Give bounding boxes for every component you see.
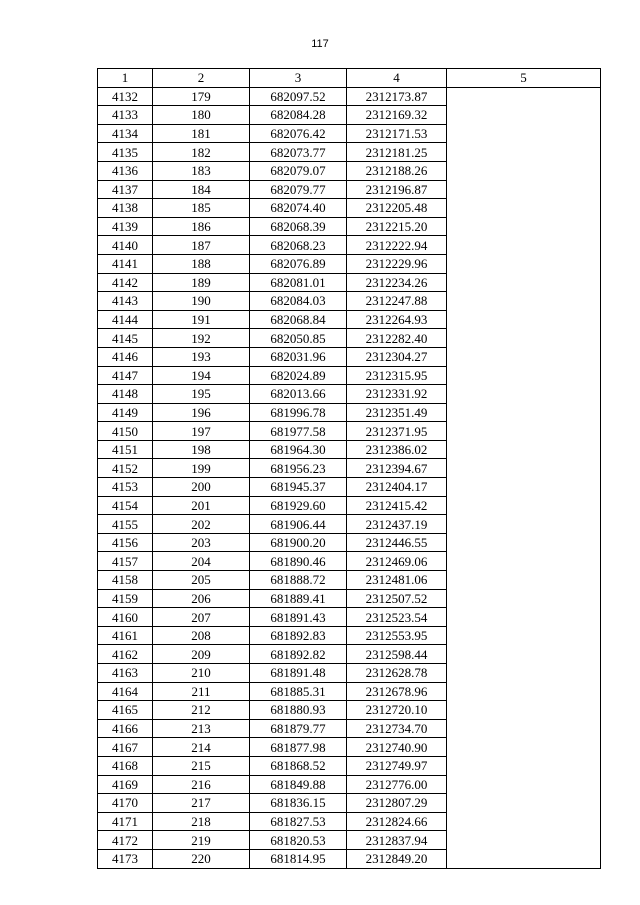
- table-body: [98, 87, 601, 868]
- cell-point-number: 4148: [98, 385, 153, 404]
- cell-coordinate-x: 681891.48: [250, 664, 347, 683]
- cell-coordinate-x: 681879.77: [250, 719, 347, 738]
- cell-coordinate-y: 2312386.02: [347, 440, 447, 459]
- cell-coordinate-x: 681820.53: [250, 831, 347, 850]
- cell-sequence: 215: [153, 756, 250, 775]
- cell-sequence: 191: [153, 310, 250, 329]
- cell-sequence: 192: [153, 329, 250, 348]
- cell-point-number: 4161: [98, 626, 153, 645]
- cell-coordinate-x: 681929.60: [250, 496, 347, 515]
- cell-coordinate-x: 681888.72: [250, 571, 347, 590]
- cell-sequence: 206: [153, 589, 250, 608]
- cell-coordinate-x: 682079.77: [250, 180, 347, 199]
- cell-coordinate-y: 2312264.93: [347, 310, 447, 329]
- cell-coordinate-y: 2312598.44: [347, 645, 447, 664]
- cell-coordinate-x: 681877.98: [250, 738, 347, 757]
- cell-coordinate-y: 2312469.06: [347, 552, 447, 571]
- cell-coordinate-y: 2312481.06: [347, 571, 447, 590]
- cell-coordinate-x: 682076.42: [250, 124, 347, 143]
- cell-point-number: 4138: [98, 199, 153, 218]
- cell-point-number: 4145: [98, 329, 153, 348]
- cell-coordinate-x: 681827.53: [250, 812, 347, 831]
- cell-sequence: 193: [153, 347, 250, 366]
- cell-coordinate-y: 2312415.42: [347, 496, 447, 515]
- cell-sequence: 210: [153, 664, 250, 683]
- cell-coordinate-x: 681885.31: [250, 682, 347, 701]
- cell-sequence: 200: [153, 478, 250, 497]
- cell-coordinate-y: 2312507.52: [347, 589, 447, 608]
- column-header-2: 2: [153, 69, 250, 88]
- cell-coordinate-x: 681836.15: [250, 794, 347, 813]
- column-header-3: 3: [250, 69, 347, 88]
- cell-coordinate-x: 681892.83: [250, 626, 347, 645]
- cell-point-number: 4141: [98, 254, 153, 273]
- cell-sequence: 196: [153, 403, 250, 422]
- cell-coordinate-y: 2312169.32: [347, 106, 447, 125]
- cell-point-number: 4134: [98, 124, 153, 143]
- page-number: 117: [311, 38, 329, 50]
- cell-coordinate-y: 2312720.10: [347, 701, 447, 720]
- cell-coordinate-y: 2312229.96: [347, 254, 447, 273]
- cell-sequence: 203: [153, 533, 250, 552]
- cell-sequence: 190: [153, 292, 250, 311]
- cell-sequence: 205: [153, 571, 250, 590]
- cell-coordinate-x: 681814.95: [250, 849, 347, 868]
- cell-sequence: 209: [153, 645, 250, 664]
- cell-coordinate-y: 2312205.48: [347, 199, 447, 218]
- cell-sequence: 199: [153, 459, 250, 478]
- cell-coordinate-x: 681880.93: [250, 701, 347, 720]
- cell-coordinate-y: 2312315.95: [347, 366, 447, 385]
- cell-sequence: 198: [153, 440, 250, 459]
- cell-point-number: 4172: [98, 831, 153, 850]
- cell-coordinate-y: 2312188.26: [347, 161, 447, 180]
- cell-point-number: 4136: [98, 161, 153, 180]
- cell-point-number: 4153: [98, 478, 153, 497]
- cell-sequence: 180: [153, 106, 250, 125]
- cell-point-number: 4164: [98, 682, 153, 701]
- cell-coordinate-y: 2312837.94: [347, 831, 447, 850]
- cell-sequence: 204: [153, 552, 250, 571]
- cell-column-5: [447, 87, 601, 868]
- cell-coordinate-x: 681956.23: [250, 459, 347, 478]
- cell-coordinate-y: 2312247.88: [347, 292, 447, 311]
- table-row: [98, 87, 601, 106]
- cell-sequence: 197: [153, 422, 250, 441]
- cell-coordinate-y: 2312628.78: [347, 664, 447, 683]
- cell-coordinate-y: 2312196.87: [347, 180, 447, 199]
- cell-coordinate-x: 682031.96: [250, 347, 347, 366]
- cell-coordinate-y: 2312678.96: [347, 682, 447, 701]
- cell-coordinate-x: 681964.30: [250, 440, 347, 459]
- cell-sequence: 188: [153, 254, 250, 273]
- cell-coordinate-y: 2312371.95: [347, 422, 447, 441]
- cell-point-number: 4162: [98, 645, 153, 664]
- cell-point-number: 4151: [98, 440, 153, 459]
- cell-point-number: 4159: [98, 589, 153, 608]
- cell-sequence: 201: [153, 496, 250, 515]
- cell-point-number: 4158: [98, 571, 153, 590]
- cell-point-number: 4169: [98, 775, 153, 794]
- cell-sequence: 195: [153, 385, 250, 404]
- cell-sequence: 194: [153, 366, 250, 385]
- cell-coordinate-x: 682079.07: [250, 161, 347, 180]
- cell-point-number: 4132: [98, 87, 153, 106]
- cell-point-number: 4160: [98, 608, 153, 627]
- cell-coordinate-y: 2312437.19: [347, 515, 447, 534]
- cell-point-number: 4171: [98, 812, 153, 831]
- cell-coordinate-x: 681900.20: [250, 533, 347, 552]
- cell-point-number: 4165: [98, 701, 153, 720]
- cell-point-number: 4173: [98, 849, 153, 868]
- cell-point-number: 4163: [98, 664, 153, 683]
- cell-coordinate-x: 681945.37: [250, 478, 347, 497]
- cell-point-number: 4170: [98, 794, 153, 813]
- cell-sequence: 216: [153, 775, 250, 794]
- cell-coordinate-x: 682097.52: [250, 87, 347, 106]
- cell-sequence: 219: [153, 831, 250, 850]
- cell-coordinate-x: 682084.03: [250, 292, 347, 311]
- cell-coordinate-y: 2312807.29: [347, 794, 447, 813]
- cell-coordinate-y: 2312776.00: [347, 775, 447, 794]
- cell-coordinate-x: 682013.66: [250, 385, 347, 404]
- cell-coordinate-y: 2312173.87: [347, 87, 447, 106]
- cell-point-number: 4155: [98, 515, 153, 534]
- cell-coordinate-x: 681891.43: [250, 608, 347, 627]
- cell-sequence: 185: [153, 199, 250, 218]
- cell-sequence: 183: [153, 161, 250, 180]
- cell-coordinate-x: 681889.41: [250, 589, 347, 608]
- column-header-1: 1: [98, 69, 153, 88]
- cell-coordinate-y: 2312404.17: [347, 478, 447, 497]
- cell-point-number: 4139: [98, 217, 153, 236]
- cell-coordinate-x: 682084.28: [250, 106, 347, 125]
- cell-sequence: 212: [153, 701, 250, 720]
- cell-sequence: 189: [153, 273, 250, 292]
- cell-coordinate-y: 2312351.49: [347, 403, 447, 422]
- cell-point-number: 4147: [98, 366, 153, 385]
- column-header-4: 4: [347, 69, 447, 88]
- cell-coordinate-y: 2312394.67: [347, 459, 447, 478]
- cell-coordinate-y: 2312222.94: [347, 236, 447, 255]
- cell-sequence: 213: [153, 719, 250, 738]
- cell-coordinate-y: 2312734.70: [347, 719, 447, 738]
- cell-coordinate-x: 681892.82: [250, 645, 347, 664]
- cell-point-number: 4157: [98, 552, 153, 571]
- cell-sequence: 211: [153, 682, 250, 701]
- cell-coordinate-x: 682073.77: [250, 143, 347, 162]
- cell-point-number: 4142: [98, 273, 153, 292]
- cell-coordinate-x: 681996.78: [250, 403, 347, 422]
- cell-coordinate-y: 2312749.97: [347, 756, 447, 775]
- cell-point-number: 4137: [98, 180, 153, 199]
- cell-sequence: 218: [153, 812, 250, 831]
- cell-coordinate-x: 681868.52: [250, 756, 347, 775]
- cell-sequence: 182: [153, 143, 250, 162]
- cell-sequence: 184: [153, 180, 250, 199]
- cell-coordinate-y: 2312446.55: [347, 533, 447, 552]
- cell-coordinate-x: 681890.46: [250, 552, 347, 571]
- cell-coordinate-x: 681906.44: [250, 515, 347, 534]
- cell-coordinate-x: 682050.85: [250, 329, 347, 348]
- cell-coordinate-y: 2312282.40: [347, 329, 447, 348]
- cell-coordinate-x: 682068.84: [250, 310, 347, 329]
- cell-point-number: 4144: [98, 310, 153, 329]
- cell-point-number: 4168: [98, 756, 153, 775]
- cell-coordinate-x: 681849.88: [250, 775, 347, 794]
- cell-coordinate-y: 2312523.54: [347, 608, 447, 627]
- cell-sequence: 214: [153, 738, 250, 757]
- cell-point-number: 4133: [98, 106, 153, 125]
- cell-coordinate-x: 682068.39: [250, 217, 347, 236]
- cell-coordinate-y: 2312304.27: [347, 347, 447, 366]
- cell-sequence: 179: [153, 87, 250, 106]
- cell-coordinate-x: 682024.89: [250, 366, 347, 385]
- cell-point-number: 4150: [98, 422, 153, 441]
- cell-coordinate-y: 2312234.26: [347, 273, 447, 292]
- column-header-5: 5: [447, 69, 601, 88]
- cell-coordinate-x: 682068.23: [250, 236, 347, 255]
- cell-point-number: 4154: [98, 496, 153, 515]
- cell-sequence: 220: [153, 849, 250, 868]
- header-row: [98, 69, 601, 88]
- cell-coordinate-y: 2312849.20: [347, 849, 447, 868]
- cell-coordinate-x: 682074.40: [250, 199, 347, 218]
- cell-point-number: 4146: [98, 347, 153, 366]
- cell-sequence: 186: [153, 217, 250, 236]
- cell-point-number: 4152: [98, 459, 153, 478]
- cell-sequence: 217: [153, 794, 250, 813]
- cell-coordinate-x: 681977.58: [250, 422, 347, 441]
- cell-sequence: 187: [153, 236, 250, 255]
- cell-point-number: 4135: [98, 143, 153, 162]
- cell-coordinate-y: 2312171.53: [347, 124, 447, 143]
- cell-sequence: 207: [153, 608, 250, 627]
- cell-point-number: 4149: [98, 403, 153, 422]
- cell-point-number: 4167: [98, 738, 153, 757]
- cell-coordinate-y: 2312181.25: [347, 143, 447, 162]
- cell-sequence: 181: [153, 124, 250, 143]
- cell-coordinate-y: 2312740.90: [347, 738, 447, 757]
- coordinates-table: [97, 68, 601, 869]
- cell-sequence: 202: [153, 515, 250, 534]
- cell-point-number: 4143: [98, 292, 153, 311]
- cell-sequence: 208: [153, 626, 250, 645]
- cell-coordinate-y: 2312331.92: [347, 385, 447, 404]
- cell-coordinate-x: 682081.01: [250, 273, 347, 292]
- cell-point-number: 4140: [98, 236, 153, 255]
- cell-coordinate-y: 2312215.20: [347, 217, 447, 236]
- cell-coordinate-y: 2312553.95: [347, 626, 447, 645]
- cell-point-number: 4166: [98, 719, 153, 738]
- cell-point-number: 4156: [98, 533, 153, 552]
- cell-coordinate-x: 682076.89: [250, 254, 347, 273]
- cell-coordinate-y: 2312824.66: [347, 812, 447, 831]
